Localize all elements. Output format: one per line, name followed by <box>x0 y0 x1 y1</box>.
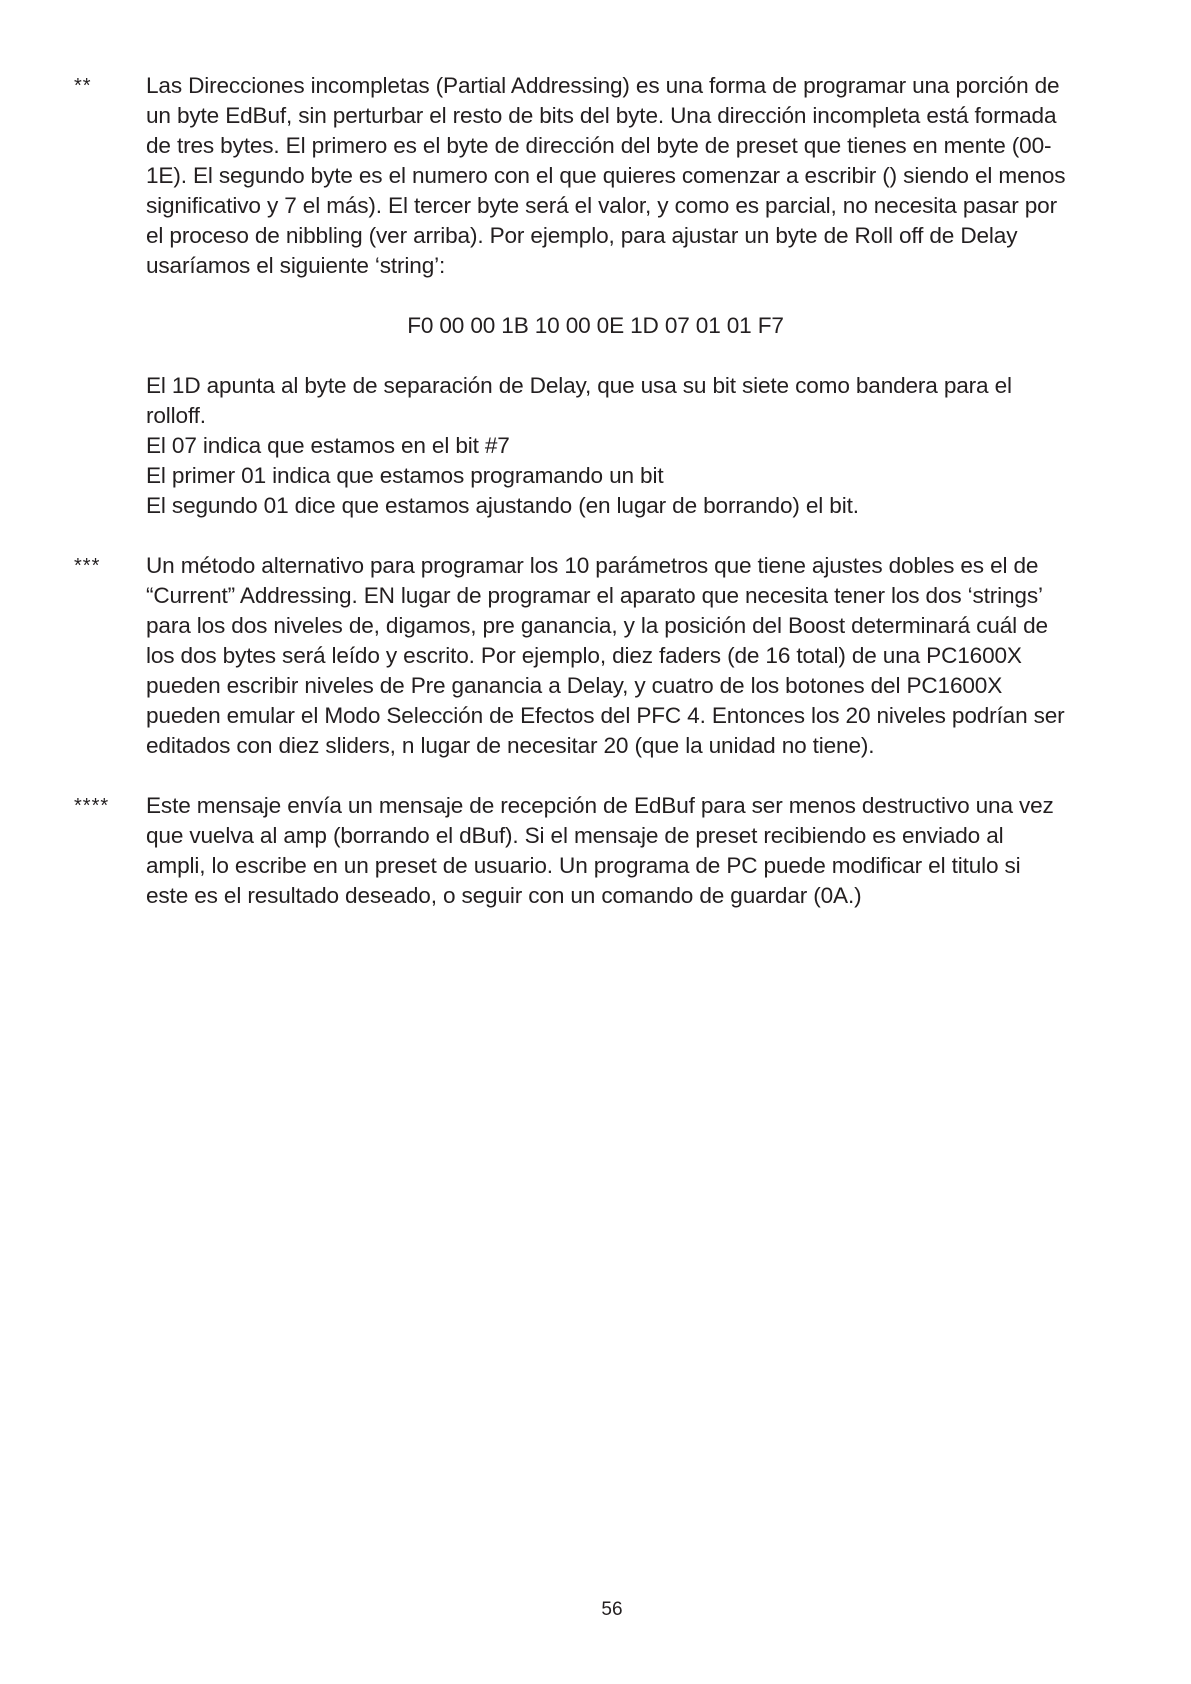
text-line: “Current” Addressing. EN lugar de programar el aparato que necesita tener los dos ‘strings’ <box>146 583 1043 608</box>
text-line: 1E). El segundo byte es el numero con el que quieres comenzar a escribir () siendo el menos <box>146 163 1066 188</box>
text-line: de tres bytes. El primero es el byte de dirección del byte de preset que tienes en mente (00- <box>146 133 1052 158</box>
text-line: que vuelva al amp (borrando el dBuf). Si el mensaje de preset recibiendo es enviado al <box>146 823 1004 848</box>
footnote-marker: *** <box>74 555 101 577</box>
text-line: Este mensaje envía un mensaje de recepción de EdBuf para ser menos destructivo una vez <box>146 793 1054 818</box>
text-line: para los dos niveles de, digamos, pre ganancia, y la posición del Boost determinará cuál de <box>146 613 1048 638</box>
text-line: un byte EdBuf, sin perturbar el resto de bits del byte. Una dirección incompleta está formada <box>146 103 1057 128</box>
text-line: editados con diez sliders, n lugar de necesitar 20 (que la unidad no tiene). <box>146 733 875 758</box>
text-line: ampli, lo escribe en un preset de usuario. Un programa de PC puede modificar el titulo si <box>146 853 1021 878</box>
footnote-marker: ** <box>74 75 92 97</box>
text-line: El primer 01 indica que estamos programando un bit <box>146 463 664 488</box>
footnote-paragraph <box>146 791 1156 911</box>
text-line: este es el resultado deseado, o seguir con un comando de guardar (0A.) <box>146 883 862 908</box>
text-line: significativo y 7 el más). El tercer byte será el valor, y como es parcial, no necesita pasar por <box>146 193 1057 218</box>
text-line: Un método alternativo para programar los 10 parámetros que tiene ajustes dobles es el de <box>146 553 1039 578</box>
text-line: los dos bytes será leído y escrito. Por ejemplo, diez faders (de 16 total) de una PC1600X <box>146 643 1022 668</box>
text-line: rolloff. <box>146 403 206 428</box>
text-line: el proceso de nibbling (ver arriba). Por ejemplo, para ajustar un byte de Roll off de Delay <box>146 223 1018 248</box>
footnote-paragraph <box>146 71 1156 281</box>
midi-code-string: F0 00 00 1B 10 00 0E 1D 07 01 01 F7 <box>407 313 784 338</box>
page-number: 56 <box>601 1599 623 1620</box>
text-line: pueden emular el Modo Selección de Efectos del PFC 4. Entonces los 20 niveles podrían ser <box>146 703 1065 728</box>
text-line: Las Direcciones incompletas (Partial Addressing) es una forma de programar una porción de <box>146 73 1060 98</box>
text-line: El 1D apunta al byte de separación de Delay, que usa su bit siete como bandera para el <box>146 373 1012 398</box>
text-line: usaríamos el siguiente ‘string’: <box>146 253 446 278</box>
text-line: El segundo 01 dice que estamos ajustando (en lugar de borrando) el bit. <box>146 493 859 518</box>
code-explanation <box>146 371 1156 521</box>
footnote-marker: **** <box>74 795 110 817</box>
text-line: El 07 indica que estamos en el bit #7 <box>146 433 510 458</box>
text-line: pueden escribir niveles de Pre ganancia a Delay, y cuatro de los botones del PC1600X <box>146 673 1003 698</box>
footnote-paragraph <box>146 551 1156 761</box>
